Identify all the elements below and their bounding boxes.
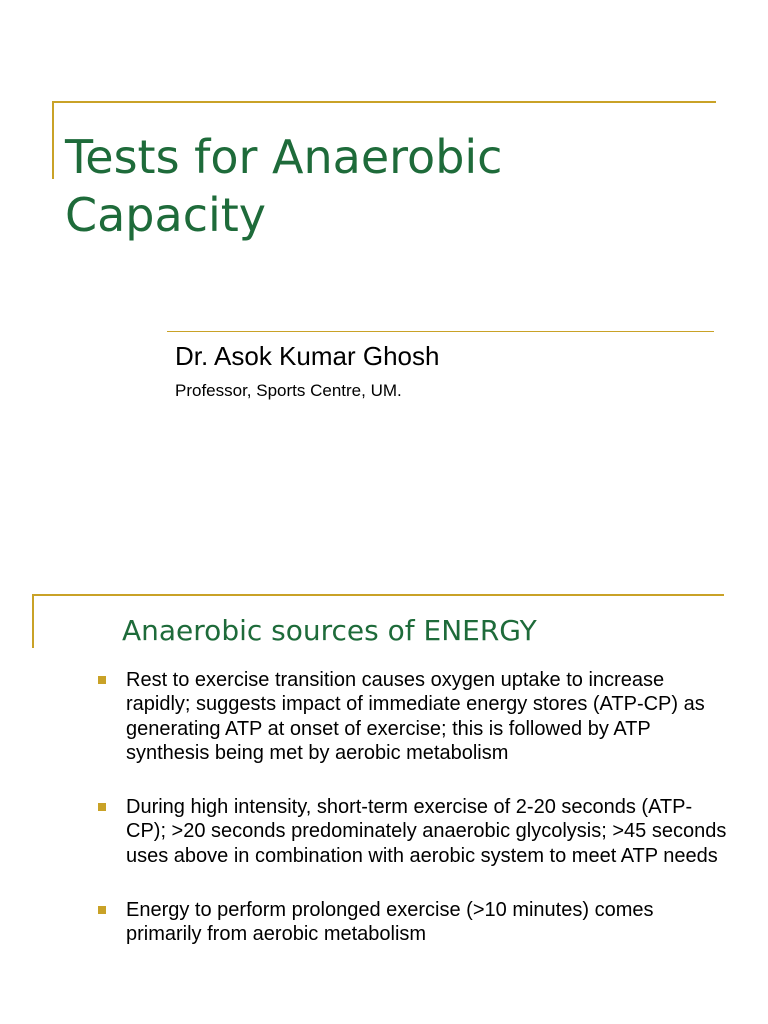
bullet-text: During high intensity, short-term exercise of 2-20 seconds (ATP-CP); >20 seconds predominately anaerobic glycolysis; >45 seconds uses above in combination with aerobic system to meet ATP needs (126, 796, 727, 867)
left-accent-rule (52, 101, 54, 179)
bullet-list (0, 668, 768, 977)
top-accent-rule (32, 594, 724, 596)
subtitle-accent-rule (167, 331, 714, 332)
square-bullet-icon (98, 906, 106, 914)
top-accent-rule (52, 101, 716, 103)
list-item (0, 898, 768, 947)
bullet-text: Rest to exercise transition causes oxygen uptake to increase rapidly; suggests impact of immediate energy stores (ATP-CP) as generating ATP at onset of exercise; this is followed by ATP synthesis being met by aerobic metabolism (126, 669, 705, 764)
square-bullet-icon (98, 676, 106, 684)
title-line-1: Tests for Anaerobic (65, 130, 503, 184)
title-line-2: Capacity (65, 188, 267, 242)
slide-title: Anaerobic sources of ENERGY (122, 614, 537, 647)
left-accent-rule (32, 594, 34, 648)
bullet-text: Energy to perform prolonged exercise (>10 minutes) comes primarily from aerobic metabolism (126, 899, 654, 946)
author-role: Professor, Sports Centre, UM. (175, 381, 402, 400)
author-name: Dr. Asok Kumar Ghosh (175, 341, 440, 371)
square-bullet-icon (98, 803, 106, 811)
list-item (0, 668, 768, 765)
content-slide (0, 560, 768, 1024)
list-item (0, 795, 768, 868)
presentation-title (65, 128, 705, 244)
